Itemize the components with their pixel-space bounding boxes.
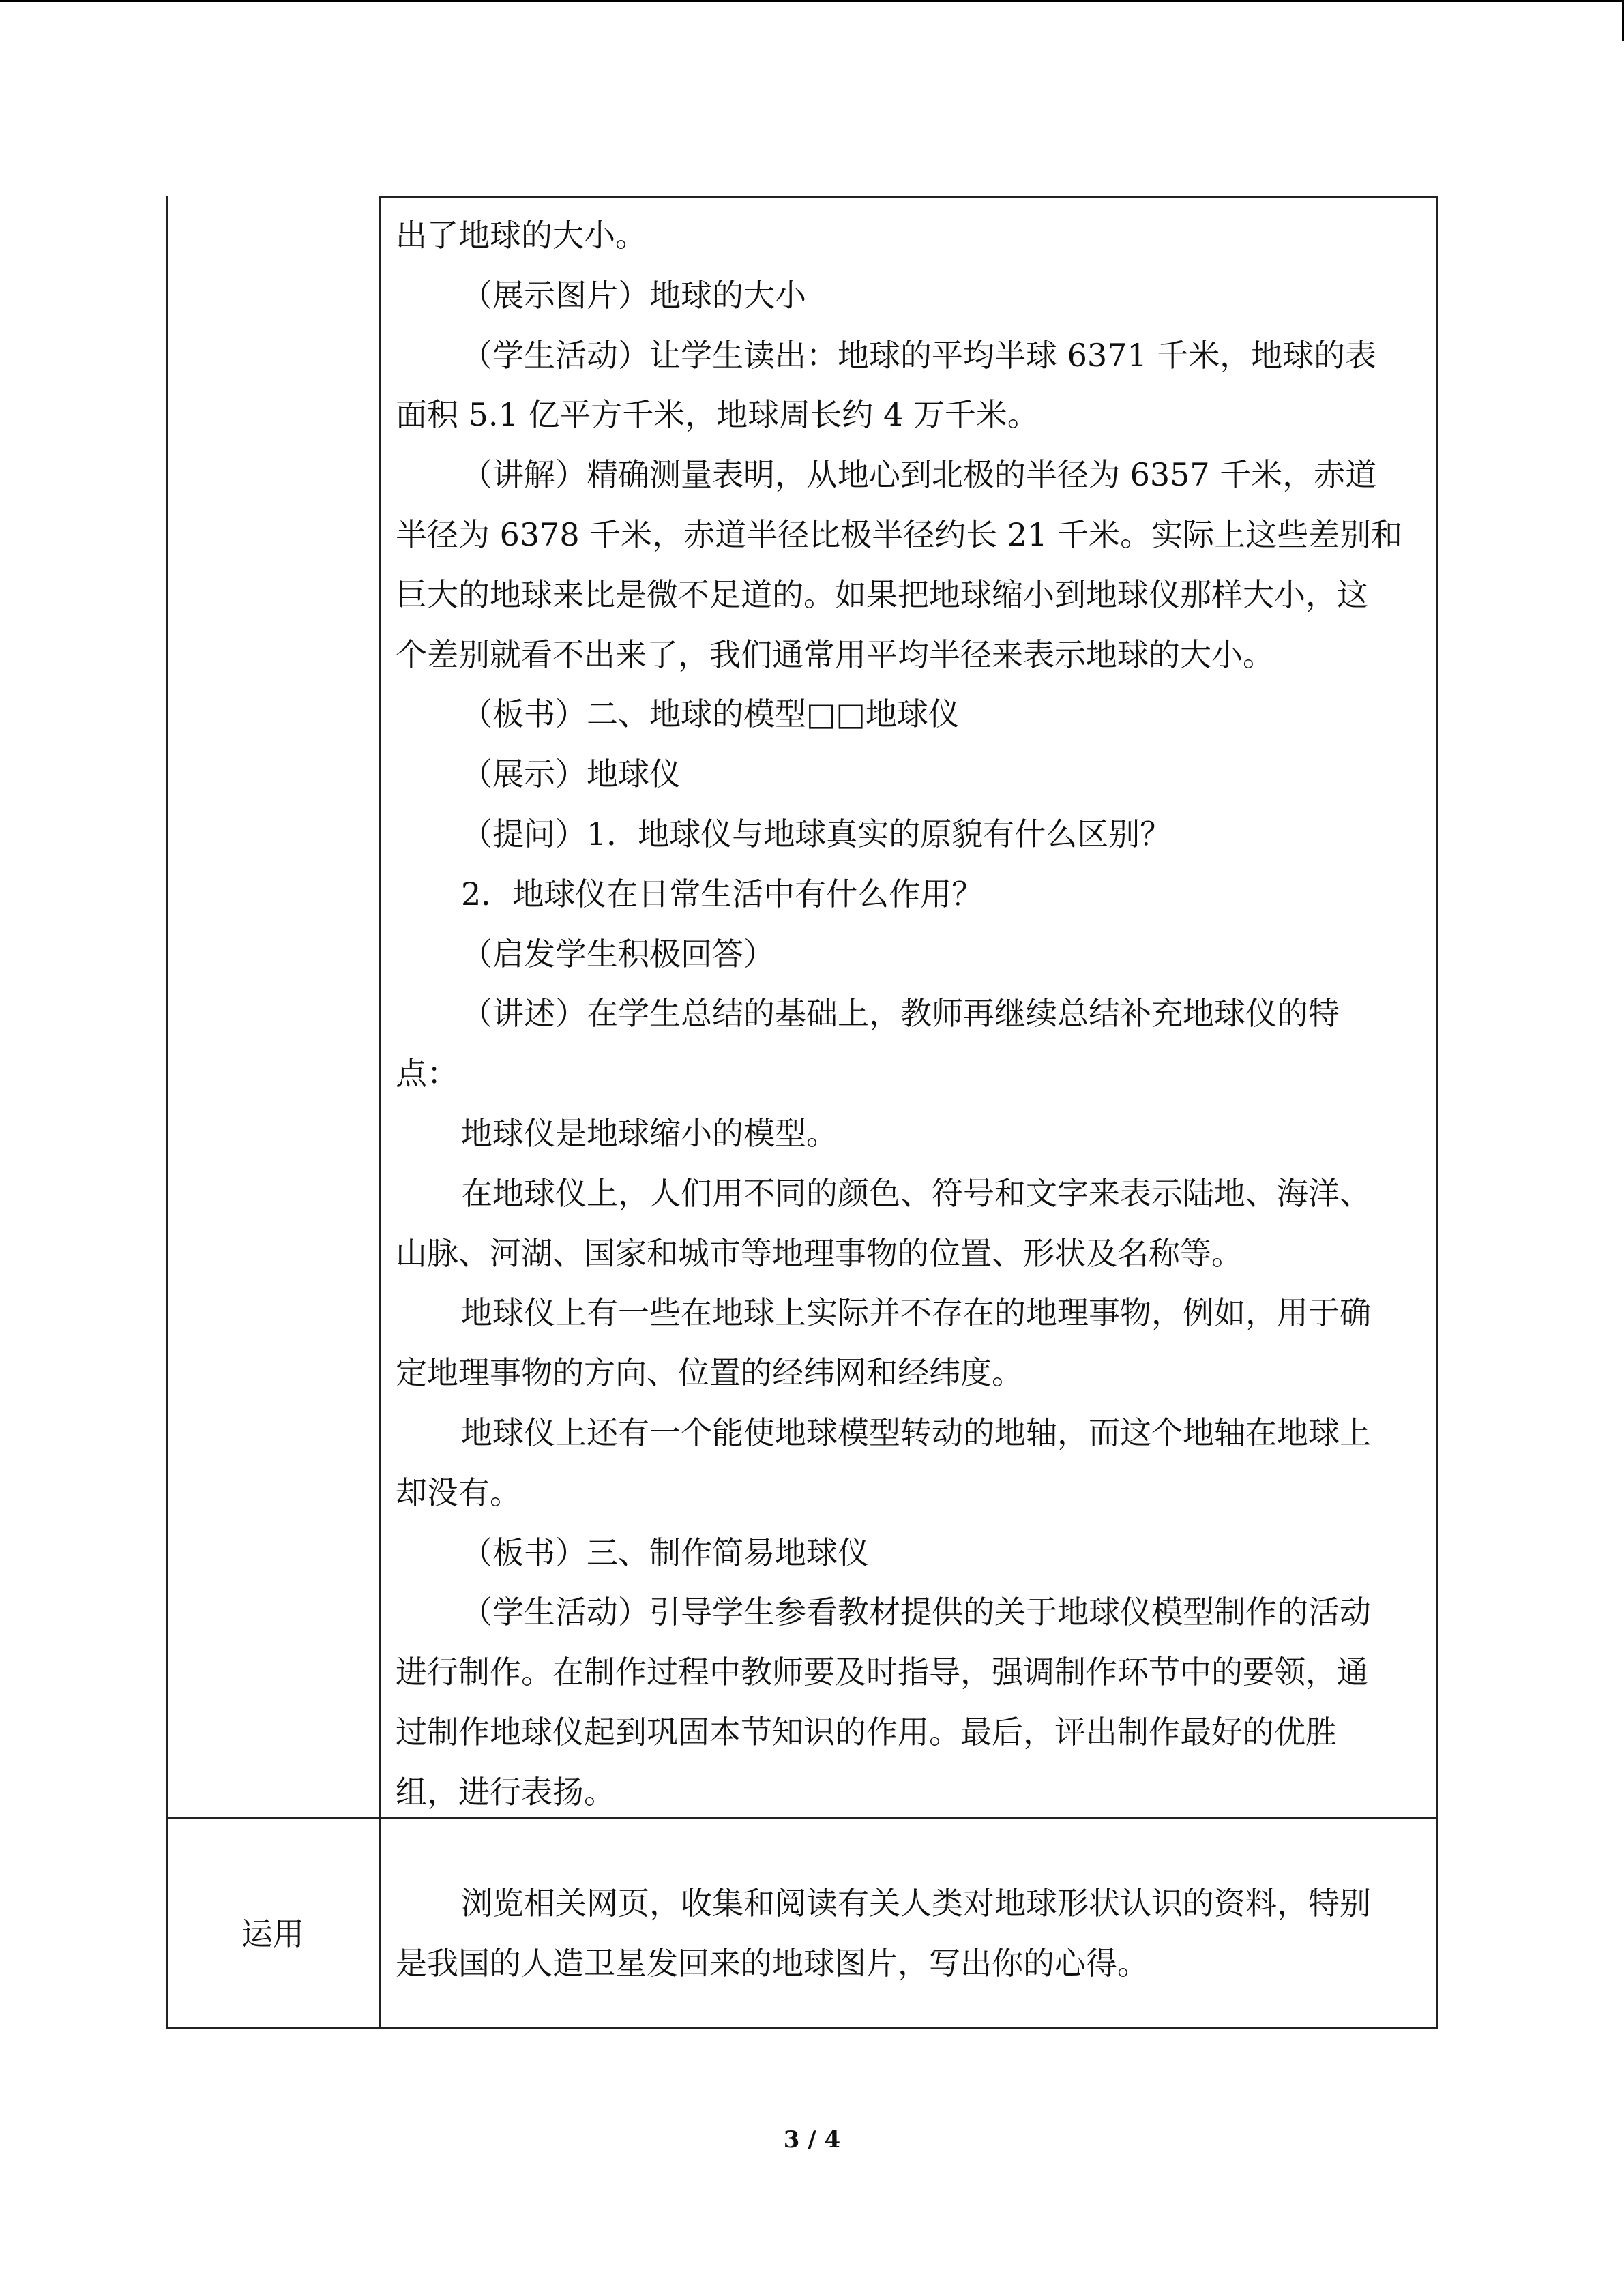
lesson-content-cell [396,206,1412,1823]
paragraph-line: 山脉、河湖、国家和城市等地理事物的位置、形状及名称等。 [396,1234,1243,1272]
paragraph-line: 进行制作。在制作过程中教师要及时指导，强调制作环节中的要领，通 [396,1654,1368,1691]
paragraph-line: 定地理事物的方向、位置的经纬网和经纬度。 [396,1354,1023,1392]
paragraph-line: 过制作地球仪起到巩固本节知识的作用。最后，评出制作最好的优胜 [396,1713,1337,1750]
paragraph-line: 在地球仪上，人们用不同的颜色、符号和文字来表示陆地、海洋、 [461,1174,1371,1212]
paragraph-line: （学生活动）让学生读出：地球的平均半球 6371 千米，地球的表 [461,336,1377,374]
paragraph-line: 2．地球仪在日常生活中有什么作用？ [461,875,984,912]
paragraph-line: （板书）三、制作简易地球仪 [461,1534,869,1571]
paragraph-line: （讲解）精确测量表明，从地心到北极的半径为 6357 千米，赤道 [461,456,1377,494]
page-number: 3 / 4 [783,2126,841,2153]
paragraph-line: （讲述）在学生总结的基础上，教师再继续总结补充地球仪的特 [461,995,1340,1032]
apply-row-label: 运用 [241,1915,304,1952]
paragraph-line: 半径为 6378 千米，赤道半径比极半径约长 21 千米。实际上这些差别和 [396,516,1403,553]
paragraph-line: 地球仪是地球缩小的模型。 [461,1114,838,1152]
paragraph-line: 地球仪上有一些在地球上实际并不存在的地理事物，例如，用于确 [461,1294,1371,1332]
paragraph-line: （学生活动）引导学生参看教材提供的关于地球仪模型制作的活动 [461,1594,1371,1631]
apply-content-cell [396,1874,1412,1994]
table-right-border [1436,196,1438,2029]
paragraph-line: （展示）地球仪 [461,756,681,793]
paragraph-line: 浏览相关网页，收集和阅读有关人类对地球形状认识的资料，特别 [461,1885,1371,1922]
paragraph-line: 点： [396,1055,458,1092]
paragraph-line: （展示图片）地球的大小 [461,276,806,314]
paragraph-line: 巨大的地球来比是微不足道的。如果把地球缩小到地球仪那样大小，这 [396,576,1368,613]
table-bottom-border [166,2027,1438,2029]
paragraph-line: 地球仪上还有一个能使地球模型转动的地轴，而这个地轴在地球上 [461,1414,1371,1451]
paragraph-line: 却没有。 [396,1474,521,1511]
paragraph-line: （提问）1．地球仪与地球真实的原貌有什么区别？ [461,815,1172,852]
paragraph-line: 面积 5.1 亿平方千米，地球周长约 4 万千米。 [396,396,1039,434]
table-top-border-content [379,196,1438,198]
top-rule [0,0,1624,2]
paragraph-line: 出了地球的大小。 [396,217,647,254]
table-column-divider [379,196,381,2029]
paragraph-line: （板书）二、地球的模型□□地球仪 [461,696,960,733]
paragraph-line: （启发学生积极回答） [461,935,775,972]
paragraph-line: 是我国的人造卫星发回来的地球图片，写出你的心得。 [396,1944,1149,1982]
table-left-border [166,196,168,2029]
paragraph-line: 个差别就看不出来了，我们通常用平均半径来表示地球的大小。 [396,636,1274,673]
paragraph-line: 组，进行表扬。 [396,1773,615,1810]
